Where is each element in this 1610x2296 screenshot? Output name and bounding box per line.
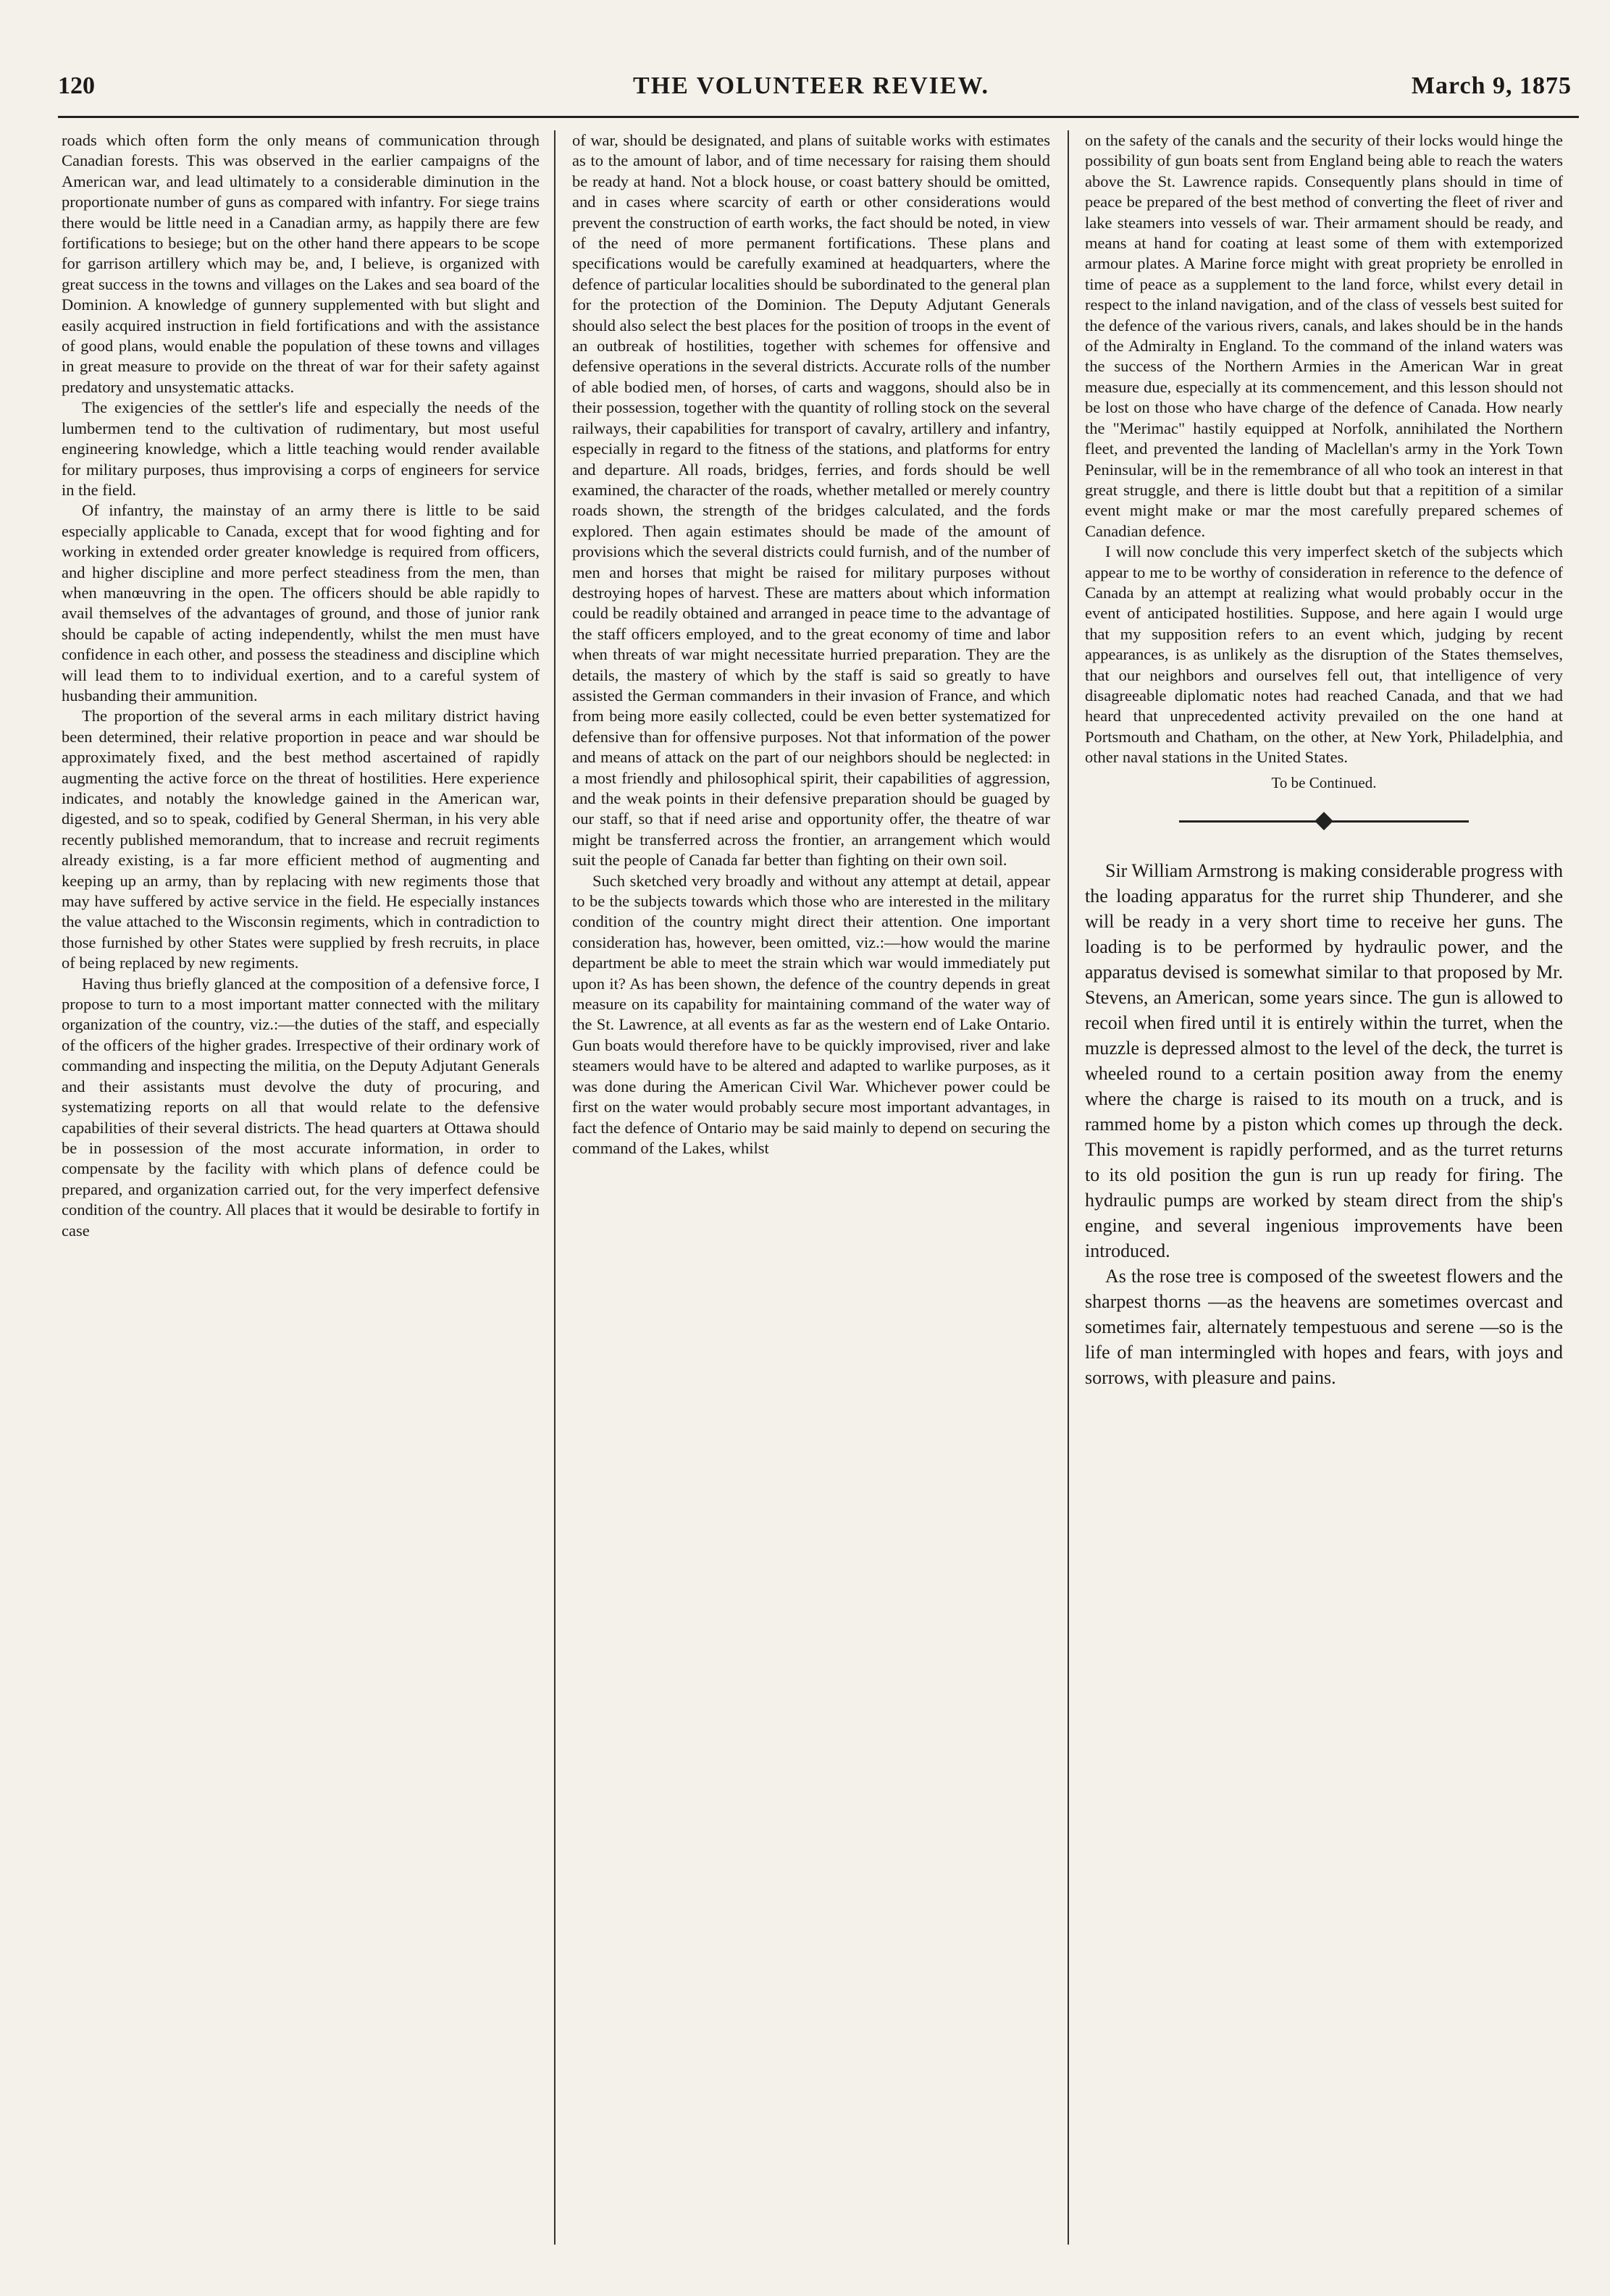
paragraph: on the safety of the canals and the security of their locks would hinge the possibility of gun boats sent from England being able to reach the waters above the St. Lawrence rapids. Consequently plans should in time of peace be prepared of the best method of converting the fleet of river and lake steamers into vessels of war. Their armament should be ready, and means at hand for coating at least some of them with extemporized armour plates. A Marine force might with great propriety be enrolled in time of peace as a supplement to the land force, whilst every detail in respect to the inland navigation, and of the class of vessels best suited for the defence of the various rivers, canals, and lakes should be in the hands of the Admiralty in England. To the command of the inland waters was the success of the Northern Armies in the American War in great measure due, especially at its commencement, and this lesson should not be lost on those who have charge of the defence of Canada. How nearly the "Merimac" hastily equipped at Norfolk, annihilated the Northern fleet, and prevented the landing of Maclellan's army in the York Town Peninsular, will be in the remembrance of all who took an interest in that great struggle, and there is little doubt but that a repitition of a similar event might make or mar the most carefully prepared schemes of Canadian defence. <box>1085 131 1563 540</box>
issue-date: March 9, 1875 <box>1411 72 1572 99</box>
publication-title: THE VOLUNTEER REVIEW. <box>633 72 989 99</box>
column-1 <box>62 130 540 1241</box>
page-number: 120 <box>58 72 95 99</box>
paragraph: roads which often form the only means of communication through Canadian forests. This was observed in the earlier campaigns of the American war, and lead ultimately to a considerable diminution in the proportionate number of guns as compared with infantry. For siege trains there would be little need in a Canadian army, as happily there are few fortifications to besiege; but on the other hand there appears to be scope for garrison artillery which may be, and, I believe, is organized with great success in the towns and villages on the Lakes and sea board of the Dominion. A knowledge of gunnery supplemented with but slight and easily acquired instruction in field fortifications and with the assistance of good plans, would enable the population of these towns and villages in great measure to provide on the threat of war for their safety against predatory and unsystematic attacks. <box>62 131 540 396</box>
news-items <box>1085 858 1563 1390</box>
column-2 <box>572 130 1050 1158</box>
paragraph: I will now conclude this very imperfect sketch of the subjects which appear to me to be worthy of consideration in reference to the defence of Canada by an attempt at realizing what would probably occur in the event of anticipated hostilities. Suppose, and here again I would urge that my supposition refers to an event which, judging by recent appearances, is as unlikely as the disruption of the States themselves, that our neighbors and ourselves fell out, that intelligence of very disagreeable diplomatic notes had reached Canada, and that we had heard that unprecedented activity prevailed on the one hand at Portsmouth and Chatham, on the other, at New York, Philadelphia, and other naval stations in the United States. <box>1085 542 1563 767</box>
paragraph: The proportion of the several arms in each military district having been determined, their relative proportion in peace and war should be approximately fixed, and the best method ascertained of rapidly augmenting the active force on the threat of hostilities. Here experience indicates, and notably the knowledge gained in the American war, digested, and so to speak, codified by General Sherman, in his very able recently published memorandum, that to increase and recruit regiments already existing, is a far more efficient method of augmenting and keeping up an army, than by replacing with new regiments those that may have suffered by active service in the field. He especially instances the value attached to the Wisconsin regiments, which in contradiction to those furnished by other States were supplied by fresh recruits, in place of being replaced by new regiments. <box>62 707 540 972</box>
paragraph: Sir William Armstrong is making considerable progress with the loading apparatus for the rurret ship Thunderer, and she will be ready in a very short time to receive her guns. The loading is to be performed by hydraulic power, and the apparatus devised is somewhat similar to that proposed by Mr. Stevens, an American, some years since. The gun is allowed to recoil when fired until it is entirely within the turret, when the muzzle is depressed almost to the level of the deck, the turret is wheeled round to a certain position away from the enemy where the charge is raised to its mouth on a truck, and is rammed home by a piston which comes up through the deck. This movement is rapidly performed, and as the turret returns to its old position the gun is run up ready for firing. The hydraulic pumps are worked by steam direct from the ship's engine, and several ingenious improvements have been introduced. <box>1085 860 1563 1261</box>
section-ornament <box>1085 807 1563 836</box>
paragraph: Of infantry, the mainstay of an army there is little to be said especially applicable to Canada, except that for wood fighting and for working in extended order greater knowledge is required from officers, and higher discipline and more perfect steadiness from the men, than when manœuvring in the open. The officers should be able rapidly to avail themselves of the advantages of ground, and those of junior rank should be capable of acting independently, whilst the men must have confidence in each other, and possess the steadiness and discipline which will lead them to to individual exertion, and to a careful system of husbanding their ammunition. <box>62 501 540 705</box>
header-rule <box>58 116 1579 118</box>
paragraph: Having thus briefly glanced at the composition of a defensive force, I propose to turn to a most important matter connected with the military organization of the country, viz.:—the duties of the staff, and especially of the officers of the higher grades. Irrespective of their ordinary work of commanding and inspecting the militia, on the Deputy Adjutant Generals and their assistants must devolve the duty of procuring, and systematizing reports on all that would relate to the defensive capabilities of their several districts. The head quarters at Ottawa should be in possession of the most accurate information, in order to compensate by the facility with which plans of defence could be prepared, and organization carried out, for the very imperfect defensive condition of the country. All places that it would be desirable to fortify in case <box>62 974 540 1240</box>
paragraph: The exigencies of the settler's life and especially the needs of the lumbermen tend to the cultivation of rudimentary, but most useful engineering knowledge, which a little teaching would render available for military purposes, thus improvising a corps of engineers for service in the field. <box>62 398 540 499</box>
ornament-diamond <box>1315 812 1333 830</box>
to-be-continued: To be Continued. <box>1271 773 1377 791</box>
page-header <box>43 72 1579 116</box>
column-divider <box>1068 130 1069 2245</box>
column-3 <box>1085 130 1563 1390</box>
paragraph: Such sketched very broadly and without any attempt at detail, appear to be the subjects towards which those who are interested in the military condition of the country might direct their attention. One important consideration has, however, been omitted, viz.:—how would the marine department be able to meet the strain which war would immediately put upon it? As has been shown, the defence of the country depends in great measure on its capability for maintaining command of the water way of the St. Lawrence, at all events as far as the western end of Lake Ontario. Gun boats would therefore have to be quickly improvised, river and lake steamers would have to be altered and adapted to warlike purposes, as it was done during the American Civil War. Whichever power could be first on the water would probably secure most important advantages, in fact the defence of Ontario may be said mainly to depend on securing the command of the Lakes, whilst <box>572 871 1050 1157</box>
column-divider <box>554 130 555 2245</box>
paragraph: As the rose tree is composed of the sweetest flowers and the sharpest thorns —as the heavens are sometimes overcast and sometimes fair, alternately tempestuous and serene —so is the life of man intermingled with hopes and fears, with joys and sorrows, with pleasure and pains. <box>1085 1266 1563 1388</box>
paragraph: of war, should be designated, and plans of suitable works with estimates as to the amount of labor, and of time necessary for raising them should be ready at hand. Not a block house, or coast battery should be omitted, and in cases where scarcity of earth or other considerations would prevent the construction of earth works, the fact should be noted, in view of the need of more permanent fortifications. These plans and specifications would be carefully examined at headquarters, where the defence of particular localities should be subordinated to the general plan for the protection of the Dominion. The Deputy Adjutant Generals should also select the best places for the position of troops in the event of an outbreak of hostilities, together with schemes for offensive and defensive operations in the several districts. Accurate rolls of the number of able bodied men, of horses, of carts and waggons, should also be in their possession, together with the quantity of rolling stock on the several railways, their capabilities for transport of cavalry, artillery and infantry, especially in regard to the fitness of the stations, and platforms for entry and departure. All roads, bridges, ferries, and fords should be well examined, the character of the roads, whether metalled or merely country roads shown, the strength of the bridges calculated, and the fords explored. Then again estimates should be made of the amount of provisions which the several districts could furnish, and of the number of men and horses that might be raised for military purposes without destroying hopes of harvest. These are matters about which information could be readily obtained and arranged in peace time to the advantage of the staff officers employed, and to the great economy of time and labor when threats of war might necessitate hurried preparation. They are the details, the mastery of which by the staff is said so greatly to have assisted the German commanders in their invasion of France, and which from being more easily collected, could be even better systematized for defensive than for offensive purposes. Not that information of the power and means of attack on the part of our neighbors should be neglected: in a most friendly and philosophical spirit, their capabilities of aggression, and the weak points in their defensive preparation should be guaged by our staff, so that if need arise and opportunity offer, the theatre of war might be transferred across the frontier, an arrangement which would suit the people of Canada far better than fighting on their own soil. <box>572 131 1050 870</box>
newspaper-page <box>43 29 1579 2274</box>
